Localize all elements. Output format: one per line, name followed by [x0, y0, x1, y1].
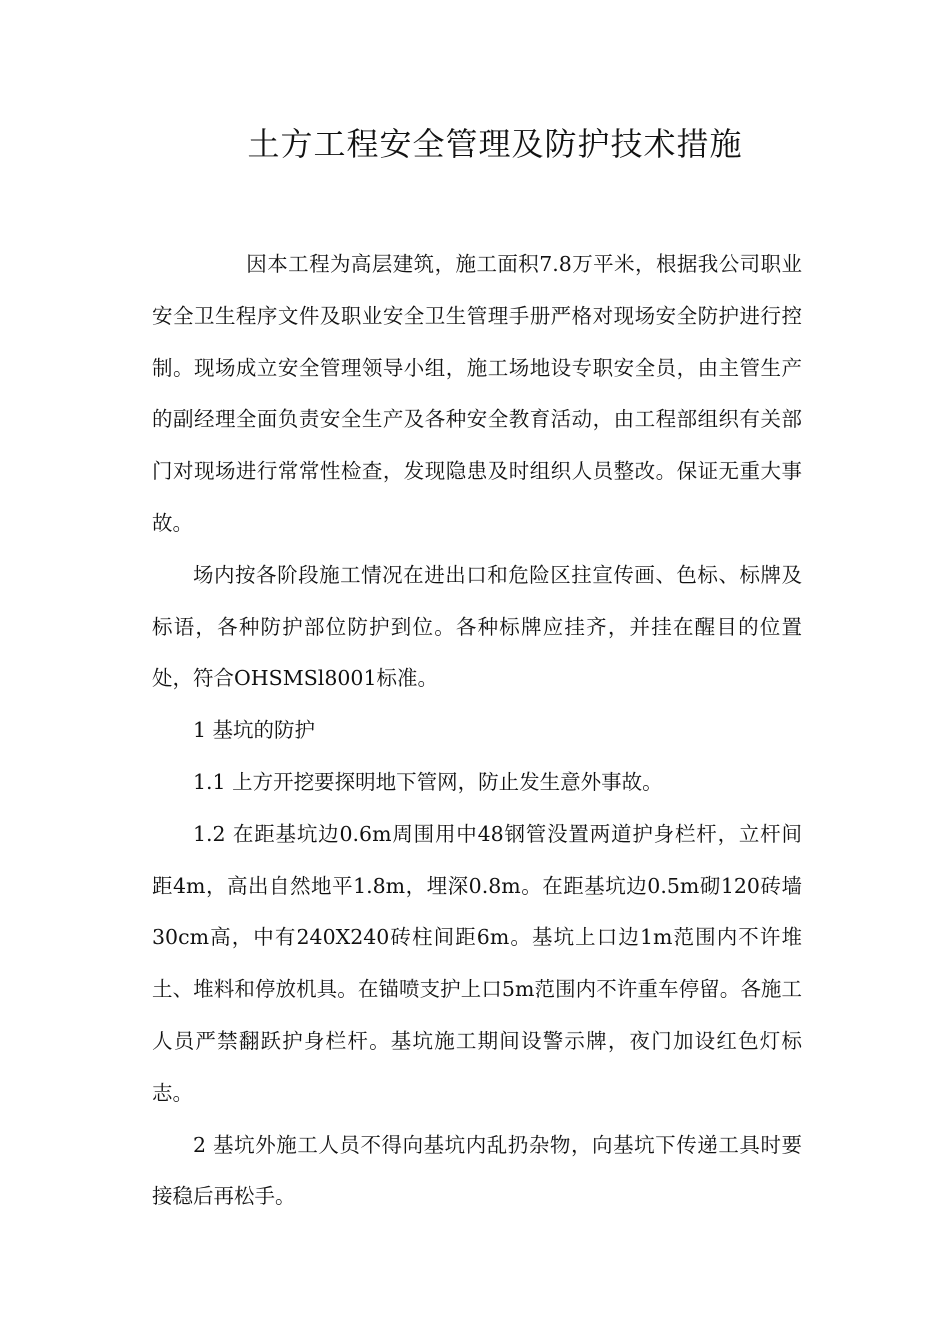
paragraph-1-2: 1.2 在距基坑边0.6m周围用中48钢管没置两道护身栏杆，立杆间距4m，高出自然地平1.8m，埋深0.8m。在距基坑边0.5m砌120砖墙30cm高，中有240X240砖柱间距6m。基坑上口边1m范围内不许堆土、堆料和停放机具。在锚喷支护上口5m范围内不许重车停留。各施工人员严禁翻跃护身栏杆。基坑施工期间设警示牌，夜门加设红色灯标志。 [152, 821, 802, 1105]
document-title: 土方工程安全管理及防护技术措施 [247, 125, 743, 163]
paragraph-signage: 场内按各阶段施工情况在进出口和危险区拄宣传画、色标、标牌及标语，各种防护部位防护到位。各种标牌应挂齐，并挂在醒目的位置处，符合OHSMSl8001标准。 [152, 562, 802, 691]
paragraph-intro: 因本工程为高层建筑，施工面积7.8万平米，根据我公司职业安全卫生程序文件及职业安全卫生管理手册严格对现场安全防护进行控制。现场成立安全管理领导小组，施工场地设专职安全员，由主管生产的副经理全面负责安全生产及各种安全教育活动，由工程部组织有关部门对现场进行常常性检查，发现隐患及时组织人员整改。保证无重大事故。 [152, 252, 802, 535]
paragraph-2: 2 基坑外施工人员不得向基坑内乱扔杂物，向基坑下传递工具时要接稳后再松手。 [152, 1132, 802, 1209]
document-body [152, 239, 802, 1223]
heading-pit-protection: 1 基坑的防护 [193, 718, 316, 743]
paragraph-1-1: 1.1 上方开挖要探明地下管网，防止发生意外事故。 [193, 769, 663, 794]
